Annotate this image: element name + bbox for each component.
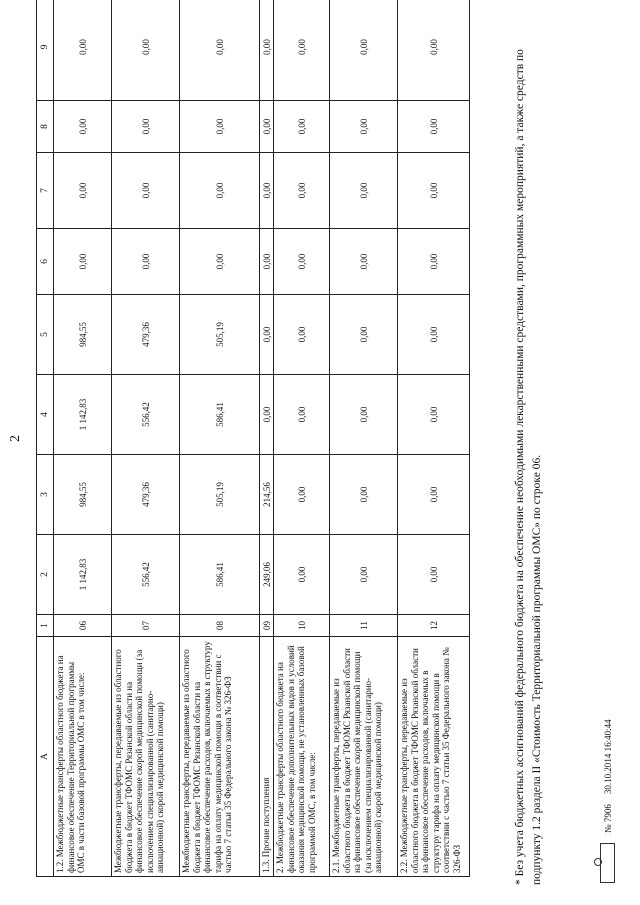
cell-value: 0,00 (398, 229, 470, 295)
row-code: 10 (274, 615, 330, 637)
cell-value: 0,00 (330, 455, 398, 535)
cell-value: 0,00 (54, 229, 112, 295)
row-description: 2.1. Межбюджетные трансферты, передаваемые из областного бюджета в бюджет ТФОМС Рязанской области на финансовое обеспечение скорой медицинской помощи (за исключением специализированной (санитарно-авиационной) скорой медицинской помощи) (330, 637, 398, 877)
cell-value: 0,00 (260, 295, 274, 375)
cell-value: 0,00 (112, 153, 180, 229)
cell-value: 0,00 (274, 375, 330, 455)
table-row (180, 0, 260, 877)
col-header: 1 (37, 615, 54, 637)
row-description: 1.3. Прочие поступления (260, 637, 274, 877)
cell-value: 0,00 (274, 229, 330, 295)
cell-value: 984,55 (54, 295, 112, 375)
table-row (112, 0, 180, 877)
cell-value: 0,00 (112, 229, 180, 295)
cell-value: 0,00 (54, 0, 112, 101)
row-code: 06 (54, 615, 112, 637)
row-description: Межбюджетные трансферты, передаваемые из областного бюджета в бюджет ТФОМС Рязанской области на финансовое обеспечение скорой медицинской помощи (за исключением специализированной (санитарно-авиационной) скорой медицинской помощи) (112, 637, 180, 877)
budget-table (36, 0, 470, 877)
cell-value: 0,00 (330, 0, 398, 101)
cell-value: 0,00 (398, 535, 470, 615)
cell-value: 1 142,83 (54, 535, 112, 615)
row-description: 2. Межбюджетные трансферты областного бюджета на финансовое обеспечение дополнительных видов и условий оказания медицинской помощи, не установленных базовой программой ОМС, в том числе: (274, 637, 330, 877)
cell-value: 0,00 (330, 375, 398, 455)
row-code: 08 (180, 615, 260, 637)
col-header: A (37, 637, 54, 877)
cell-value: 0,00 (274, 455, 330, 535)
cell-value: 0,00 (330, 535, 398, 615)
col-header: 5 (37, 295, 54, 375)
registration-stamp (600, 719, 615, 883)
table-row (274, 0, 330, 877)
cell-value: 479,36 (112, 295, 180, 375)
cell-value: 0,00 (260, 0, 274, 101)
cell-value: 0,00 (260, 229, 274, 295)
cell-value: 0,00 (398, 455, 470, 535)
cell-value: 0,00 (274, 535, 330, 615)
cell-value: 0,00 (180, 153, 260, 229)
cell-value: 0,00 (330, 101, 398, 153)
cell-value: 214,56 (260, 455, 274, 535)
table-row (330, 0, 398, 877)
cell-value: 556,42 (112, 535, 180, 615)
cell-value: 0,00 (398, 375, 470, 455)
page-number: 2 (8, 435, 23, 442)
row-code: 11 (330, 615, 398, 637)
cell-value: 556,42 (112, 375, 180, 455)
cell-value: 586,41 (180, 375, 260, 455)
cell-value: 0,00 (180, 0, 260, 101)
table-header-row (37, 0, 54, 877)
col-header: 4 (37, 375, 54, 455)
row-description: 2.2. Межбюджетные трансферты, передаваемые из областного бюджета в бюджет ТФОМС Рязанской области на финансовое обеспечение расходов, включаемых в структуру тарифа на оплату медицинской помощи в соответствии с частью 7 статьи 35 Федерального закона № 326-ФЗ (398, 637, 470, 877)
cell-value: 505,19 (180, 455, 260, 535)
col-header: 2 (37, 535, 54, 615)
cell-value: 505,19 (180, 295, 260, 375)
col-header: 3 (37, 455, 54, 535)
row-code: 12 (398, 615, 470, 637)
col-header: 9 (37, 0, 54, 101)
cell-value: 0,00 (398, 101, 470, 153)
cell-value: 0,00 (398, 295, 470, 375)
cell-value: 0,00 (260, 153, 274, 229)
row-description: 1.2. Межбюджетные трансферты областного бюджета на финансовое обеспечение Территориальной программы ОМС в части базовой программы ОМС в том числе: (54, 637, 112, 877)
cell-value: 586,41 (180, 535, 260, 615)
cell-value: 0,00 (260, 375, 274, 455)
row-code: 09 (260, 615, 274, 637)
stamp-datetime: 30.10.2014 16:40:44 (602, 719, 613, 795)
cell-value: 0,00 (54, 101, 112, 153)
cell-value: 0,00 (274, 295, 330, 375)
col-header: 8 (37, 101, 54, 153)
cell-value: 249,06 (260, 535, 274, 615)
cell-value: 0,00 (180, 101, 260, 153)
cell-value: 0,00 (274, 101, 330, 153)
cell-value: 0,00 (274, 0, 330, 101)
row-code: 07 (112, 615, 180, 637)
cell-value: 479,36 (112, 455, 180, 535)
cell-value: 0,00 (112, 0, 180, 101)
col-header: 7 (37, 153, 54, 229)
table-row (398, 0, 470, 877)
cell-value: 0,00 (330, 229, 398, 295)
cell-value: 0,00 (180, 229, 260, 295)
col-header: 6 (37, 229, 54, 295)
row-description: Межбюджетные трансферты, передаваемые из областного бюджета в бюджет ТФОМС Рязанской области на финансовое обеспечение расходов, включаемых в структуру тарифа на оплату медицинской помощи в соответствии с частью 7 статьи 35 Федерального закона № 326-ФЗ (180, 637, 260, 877)
table-row (54, 0, 112, 877)
cell-value: 0,00 (260, 101, 274, 153)
cell-value: 0,00 (398, 153, 470, 229)
cell-value: 1 142,83 (54, 375, 112, 455)
table-row (260, 0, 274, 877)
cell-value: 0,00 (330, 153, 398, 229)
cell-value: 0,00 (330, 295, 398, 375)
cell-value: 0,00 (398, 0, 470, 101)
cell-value: 0,00 (274, 153, 330, 229)
cell-value: 0,00 (112, 101, 180, 153)
footnote: * Без учета бюджетных ассигнований федерального бюджета на обеспечение необходимыми лекарственными средствами, программных мероприятий, а также средств по подпункту 1.2 раздела II «Стоимость Территориальной программы ОМС» по строке 06. (514, 49, 543, 885)
stamp-number: № 7906 (602, 804, 613, 833)
stamp-logo-icon (600, 843, 615, 883)
cell-value: 0,00 (54, 153, 112, 229)
cell-value: 984,55 (54, 455, 112, 535)
